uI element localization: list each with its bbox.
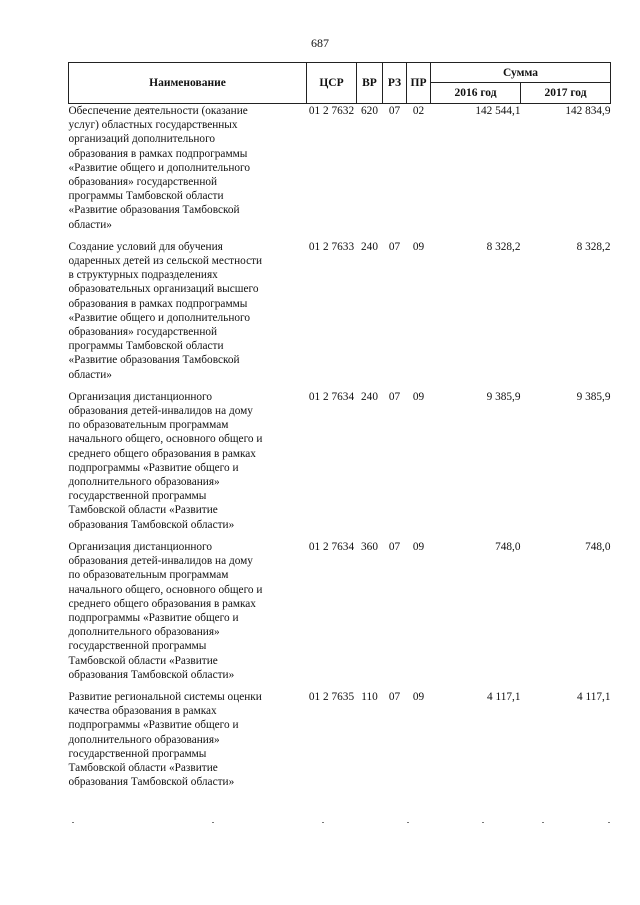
row-pr: 09 xyxy=(412,390,425,403)
row-name-line: «Развитие общего и дополнительного xyxy=(68,311,251,324)
row-csr: 01 2 7634 xyxy=(308,540,355,553)
row-name xyxy=(69,690,307,789)
row-name-line: Создание условий для обучения xyxy=(68,240,223,253)
row-vr: 110 xyxy=(361,690,378,703)
row-name-line: Обеспечение деятельности (оказание xyxy=(68,105,248,117)
header-pr: ПР xyxy=(407,63,431,104)
row-name-line: образования в рамках подпрограммы xyxy=(68,147,248,160)
page-number: 687 xyxy=(311,36,329,50)
table-row xyxy=(69,104,611,232)
row-vr: 360 xyxy=(361,540,378,553)
row-name-line: «Развитие образования Тамбовской xyxy=(68,204,240,217)
row-name-line: по образовательным программам xyxy=(68,419,229,432)
row-sum-2016: 9 385,9 xyxy=(486,390,521,403)
row-vr: 620 xyxy=(361,105,378,117)
row-name-line: «Развитие образования Тамбовской xyxy=(68,354,240,367)
row-name-line: по образовательным программам xyxy=(68,569,229,582)
row-name-line: образования в рамках подпрограммы xyxy=(68,297,248,310)
row-name-line: дополнительного образования» xyxy=(68,626,220,639)
row-csr: 01 2 7635 xyxy=(308,690,355,703)
row-rz: 07 xyxy=(388,690,401,703)
row-name-line: подпрограммы «Развитие общего и xyxy=(68,611,239,624)
row-name-line: Организация дистанционного xyxy=(68,540,213,553)
row-name-line: среднего общего образования в рамках xyxy=(68,447,256,460)
row-pr: 09 xyxy=(412,540,425,553)
row-name-line: в структурных подразделениях xyxy=(68,269,218,282)
row-rz: 07 xyxy=(388,540,401,553)
row-vr: 240 xyxy=(361,240,378,253)
row-spacer-cell xyxy=(69,232,611,240)
row-name-line: подпрограммы «Развитие общего и xyxy=(68,719,239,732)
header-rz: РЗ xyxy=(383,63,407,104)
row-name-line: государственной программы xyxy=(68,640,207,653)
header-year-2017: 2017 год xyxy=(521,83,611,104)
row-name-line: дополнительного образования» xyxy=(68,733,220,746)
row-name-line: образования детей-инвалидов на дому xyxy=(68,555,253,568)
row-name-line: подпрограммы «Развитие общего и xyxy=(68,461,239,474)
row-sum-2017: 4 117,1 xyxy=(577,690,611,703)
table-header xyxy=(69,63,611,104)
row-name xyxy=(69,240,307,382)
table-row xyxy=(69,540,611,682)
table-row xyxy=(69,390,611,532)
row-csr: 01 2 7634 xyxy=(308,390,355,403)
row-rz: 07 xyxy=(388,240,401,253)
header-name: Наименование xyxy=(69,63,307,104)
row-name-line: среднего общего образования в рамках xyxy=(68,597,256,610)
row-name-line: дополнительного образования» xyxy=(68,476,220,489)
row-sum-2016: 142 544,1 xyxy=(475,105,521,117)
row-name-line: образования детей-инвалидов на дому xyxy=(68,405,253,418)
header-year-2016: 2016 год xyxy=(431,83,521,104)
row-name-line: Организация дистанционного xyxy=(68,390,213,403)
row-name-line: Тамбовской области «Развитие xyxy=(68,761,218,774)
row-vr: 240 xyxy=(361,390,378,403)
row-name-line: качества образования в рамках xyxy=(68,705,217,718)
row-name-line: начального общего, основного общего и xyxy=(68,583,263,596)
row-sum-2017: 142 834,9 xyxy=(565,105,611,117)
row-sum-2016: 748,0 xyxy=(495,540,521,553)
row-name-line: программы Тамбовской области xyxy=(68,190,224,203)
budget-table xyxy=(68,62,611,789)
row-pr: 09 xyxy=(412,690,425,703)
row-sum-2017: 9 385,9 xyxy=(576,390,611,403)
row-spacer-cell xyxy=(69,532,611,540)
footer-dots xyxy=(72,822,612,826)
row-sum-2017: 8 328,2 xyxy=(576,240,611,253)
row-name-line: Тамбовской области «Развитие xyxy=(68,504,218,517)
row-name-line: области» xyxy=(68,368,112,381)
row-name xyxy=(69,390,307,532)
header-vr: ВР xyxy=(357,63,383,104)
row-spacer xyxy=(69,382,611,390)
row-name-line: «Развитие общего и дополнительного xyxy=(68,161,251,174)
table-row xyxy=(69,690,611,789)
table-row xyxy=(69,240,611,382)
row-name-line: образовательных организаций высшего xyxy=(68,283,259,296)
row-spacer xyxy=(69,232,611,240)
row-rz: 07 xyxy=(388,105,401,117)
row-pr: 02 xyxy=(412,105,425,117)
row-sum-2017: 748,0 xyxy=(585,540,611,553)
row-name-line: образования» государственной xyxy=(68,326,218,339)
row-name-line: государственной программы xyxy=(68,490,207,503)
row-name-line: одаренных детей из сельской местности xyxy=(68,255,263,268)
row-name-line: образования Тамбовской области» xyxy=(68,518,235,531)
row-name xyxy=(69,104,307,232)
row-name-line: Тамбовской области «Развитие xyxy=(68,654,218,667)
row-spacer-cell xyxy=(69,382,611,390)
row-name xyxy=(69,540,307,682)
row-name-line: услуг) областных государственных xyxy=(68,119,238,132)
row-name-line: организаций дополнительного xyxy=(68,133,216,146)
row-csr: 01 2 7633 xyxy=(308,240,355,253)
row-name-line: образования Тамбовской области» xyxy=(68,668,235,681)
header-sum: Сумма xyxy=(431,63,611,83)
row-name-line: Развитие региональной системы оценки xyxy=(68,690,262,703)
row-spacer xyxy=(69,682,611,690)
row-spacer-cell xyxy=(69,682,611,690)
row-csr: 01 2 7632 xyxy=(308,105,355,117)
row-sum-2016: 4 117,1 xyxy=(487,690,521,703)
table-body xyxy=(69,104,611,790)
row-name-line: образования Тамбовской области» xyxy=(68,776,235,789)
row-name-line: государственной программы xyxy=(68,747,207,760)
row-rz: 07 xyxy=(388,390,401,403)
row-sum-2016: 8 328,2 xyxy=(486,240,521,253)
header-csr: ЦСР xyxy=(307,63,357,104)
row-name-line: области» xyxy=(68,218,112,231)
row-name-line: образования» государственной xyxy=(68,176,218,189)
row-pr: 09 xyxy=(412,240,425,253)
row-name-line: начального общего, основного общего и xyxy=(68,433,263,446)
row-spacer xyxy=(69,532,611,540)
row-name-line: программы Тамбовской области xyxy=(68,340,224,353)
